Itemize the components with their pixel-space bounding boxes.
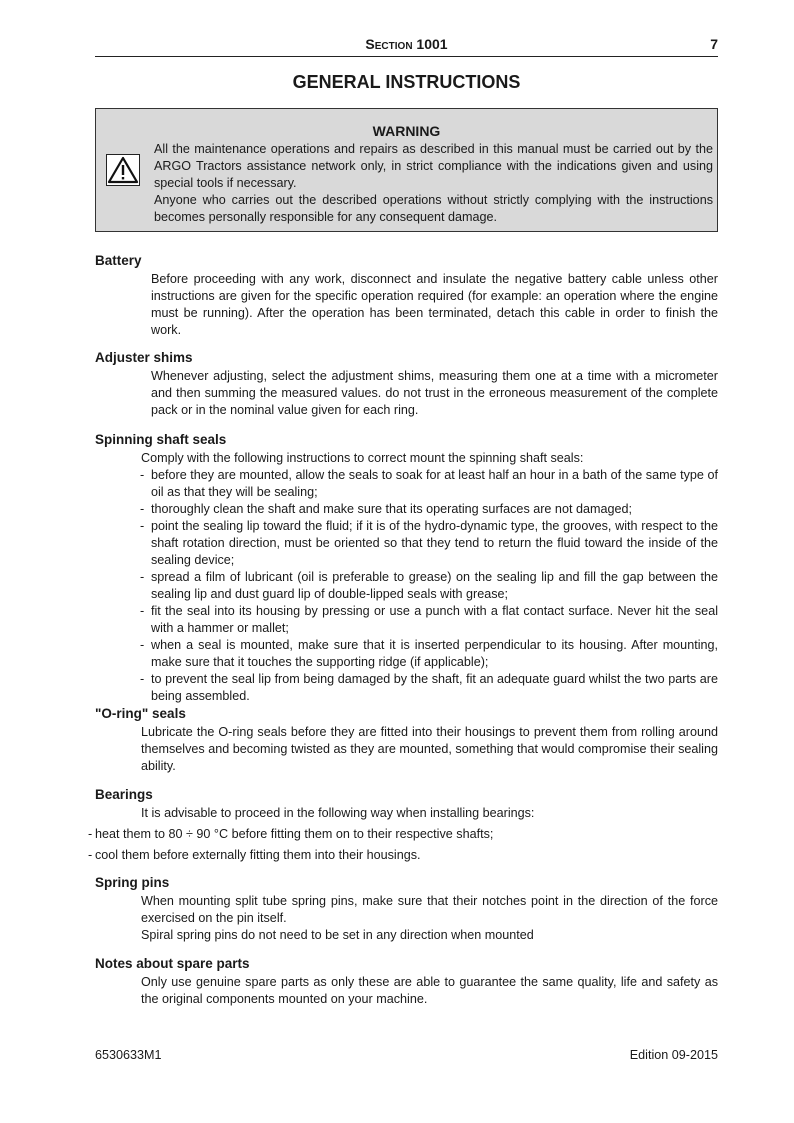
warning-box [95,108,718,232]
warning-paragraph: Anyone who carries out the described operations without strictly complying with the instructions becomes personally responsible for any consequent damage. [154,193,713,224]
section-spinning-shaft-seals [95,431,718,705]
list-item: - to prevent the seal lip from being damaged by the shaft, fit an adequate guard whilst the two parts are being assembled. [140,672,718,703]
section-adjuster-shims [95,349,718,419]
section-text: Before proceeding with any work, disconnect and insulate the negative battery cable unless other instructions are given for the specific operation required (for example: an operation where the engine must be running). After the operation has been terminated, detach this cable in order to finish the work. [151,272,718,337]
section-text: Whenever adjusting, select the adjustment shims, measuring them one at a time with a micrometer and then summing the measured values. do not trust in the erroneous measurement of the complete pack or in the nominal value given for each ring. [151,369,718,417]
section-title: Notes about spare parts [95,956,250,971]
list-item: - spread a film of lubricant (oil is preferable to grease) on the sealing lip and fill the gap between the sealing lip and dust guard lip of double-lipped seals with grease; [140,570,718,601]
section-title: "O-ring" seals [95,706,186,721]
warning-text [154,141,713,226]
warning-paragraph: All the maintenance operations and repairs as described in this manual must be carried out by the ARGO Tractors assistance network only, in strict compliance with the indications given and using special tools if necessary. [154,142,713,190]
section-intro: Comply with the following instructions to correct mount the spinning shaft seals: [141,451,584,465]
list-item: - point the sealing lip toward the fluid; if it is of the hydro-dynamic type, the grooves, with respect to the shaft rotation direction, must be oriented so that they tend to return the fluid toward the inside of the sealing device; [140,519,718,567]
section-paragraph: When mounting split tube spring pins, make sure that their notches point in the direction of the force exercised on the pin itself. [141,894,718,925]
warning-title: WARNING [372,123,441,139]
section-title: Spring pins [95,875,170,890]
page-header [95,36,718,57]
section-title: Adjuster shims [95,350,193,365]
edition-label: Edition 09-2015 [629,1048,718,1062]
section-spring-pins [95,874,718,944]
document-code: 6530633M1 [95,1048,162,1062]
list-item: - when a seal is mounted, make sure that it is inserted perpendicular to its housing. After mounting, make sure that it touches the supporting ridge (if applicable); [140,638,718,669]
section-battery [95,252,718,339]
list-item: - fit the seal into its housing by pressing or use a punch with a flat contact surface. Never hit the seal with a hammer or mallet; [140,604,718,635]
section-text: Lubricate the O-ring seals before they are fitted into their housings to prevent them from rolling around themselves and becoming twisted as they are mounted, something that would compromise their sealing ability. [141,725,718,773]
instruction-list [95,467,718,705]
page-title: GENERAL INSTRUCTIONS [292,72,521,92]
instruction-list [43,824,718,866]
warning-triangle-icon [106,154,140,186]
section-text [141,893,718,944]
section-o-ring-seals [95,705,718,775]
list-item: - heat them to 80 ÷ 90 °C before fitting them on to their respective shafts; [88,827,494,841]
section-spare-parts [95,955,718,1008]
list-item: - before they are mounted, allow the seals to soak for at least half an hour in a bath of the same type of oil as that they will be sealing; [140,468,718,499]
section-title: Spinning shaft seals [95,432,227,447]
section-bearings [88,786,718,866]
list-item: - thoroughly clean the shaft and make sure that its operating surfaces are not damaged; [140,502,632,516]
section-intro: It is advisable to proceed in the following way when installing bearings: [141,806,535,820]
section-paragraph: Spiral spring pins do not need to be set in any direction when mounted [141,928,534,942]
list-item: - cool them before externally fitting them into their housings. [88,848,421,862]
page-number: 7 [710,36,718,52]
section-title: Battery [95,253,142,268]
section-title: Bearings [95,787,153,802]
section-text: Only use genuine spare parts as only these are able to guarantee the same quality, life and safety as the original components mounted on your machine. [141,975,718,1006]
section-label: Section 1001 [365,36,448,52]
